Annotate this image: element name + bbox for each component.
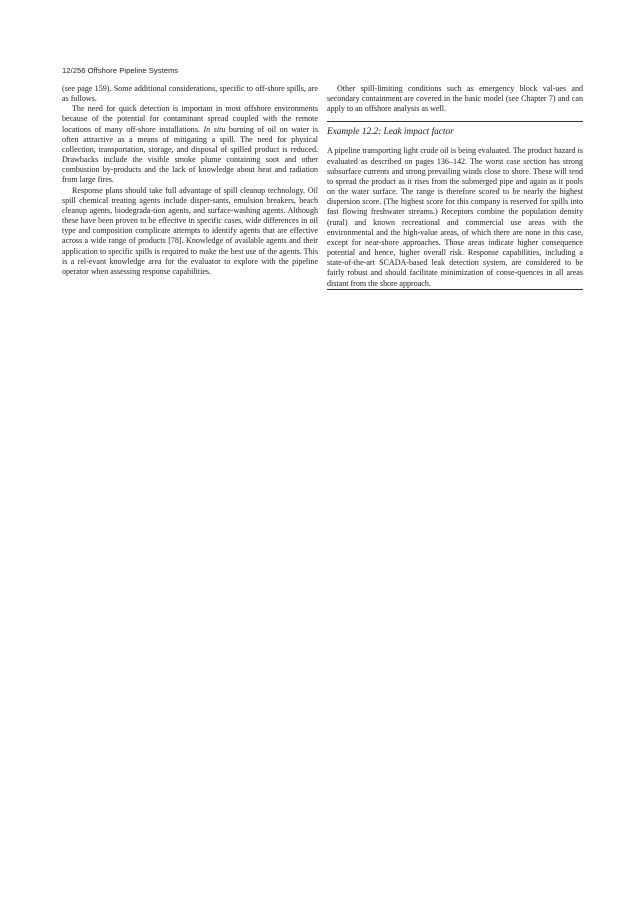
running-header: 12/256 Offshore Pipeline Systems <box>62 66 179 75</box>
paragraph-text: burning of oil on water is often attractive as a means of mitigating a spill. The need for physical collection, transportation, storage, and disposal of spilled product is reduced. Drawbacks include the visible smoke plume containing soot and other combustion by-products and the lack of knowledge about heat and radiation from large fires. <box>62 124 318 185</box>
left-column <box>62 84 318 277</box>
italic-term: In situ <box>203 124 226 134</box>
example-bottom-rule <box>327 289 583 290</box>
paragraph <box>62 104 318 185</box>
example-body: A pipeline transporting light crude oil is being evaluated. The product hazard is evaluated as described on pages 136–142. The worst case section has strong subsurface currents and strong prevailing winds close to shore. These will tend to spread the product as it rises from the submerged pipe and again as it pools on the water surface. The range is therefore scored to be nearly the highest dispersion score. (The highest score for this company is reserved for spills into fast flowing freshwater streams.) Receptors combine the population density (rural) and known recreational and commercial use areas with the environmental and the high-value areas, of which there are none in this case, except for near-shore approaches. Those areas indicate higher consequence potential and hence, higher overall risk. Response capabilities, including a state-of-the-art SCADA-based leak detection system, are considered to be fairly robust and should facilitate minimization of conse-quences in all areas distant from the shore approach. <box>327 146 583 288</box>
example-title: Example 12.2: Leak impact factor <box>327 127 454 138</box>
right-column <box>327 84 583 290</box>
paragraph: Other spill-limiting conditions such as emergency block val-ues and secondary containment are covered in the basic model (see Chapter 7) and can apply to an offshore analysis as well. <box>327 84 583 114</box>
paragraph-text: The need for quick detection is important in most offshore environments because of the potential for contaminant spread coupled with the remote locations of many off-shore installations. <box>62 104 318 134</box>
example-top-rule <box>327 121 583 122</box>
paragraph: Response plans should take full advantage of spill cleanup technology. Oil spill chemical treating agents include disper-sants, emulsion breakers, beach cleanup agents, biodegrada-tion agents, and surface-washing agents. Although these have been proven to be effective in specific cases, wide differences in oil type and composition complicate attempts to identify agents that are effective across a wide range of products [78]. Knowledge of available agents and their application to specific spills is required to make the best use of the agents. This is a rel-evant knowledge area for the evaluator to explore with the pipeline operator when assessing response capabilities. <box>62 185 318 276</box>
paragraph: (see page 159). Some additional considerations, specific to off-shore spills, are as follows. <box>62 84 318 104</box>
